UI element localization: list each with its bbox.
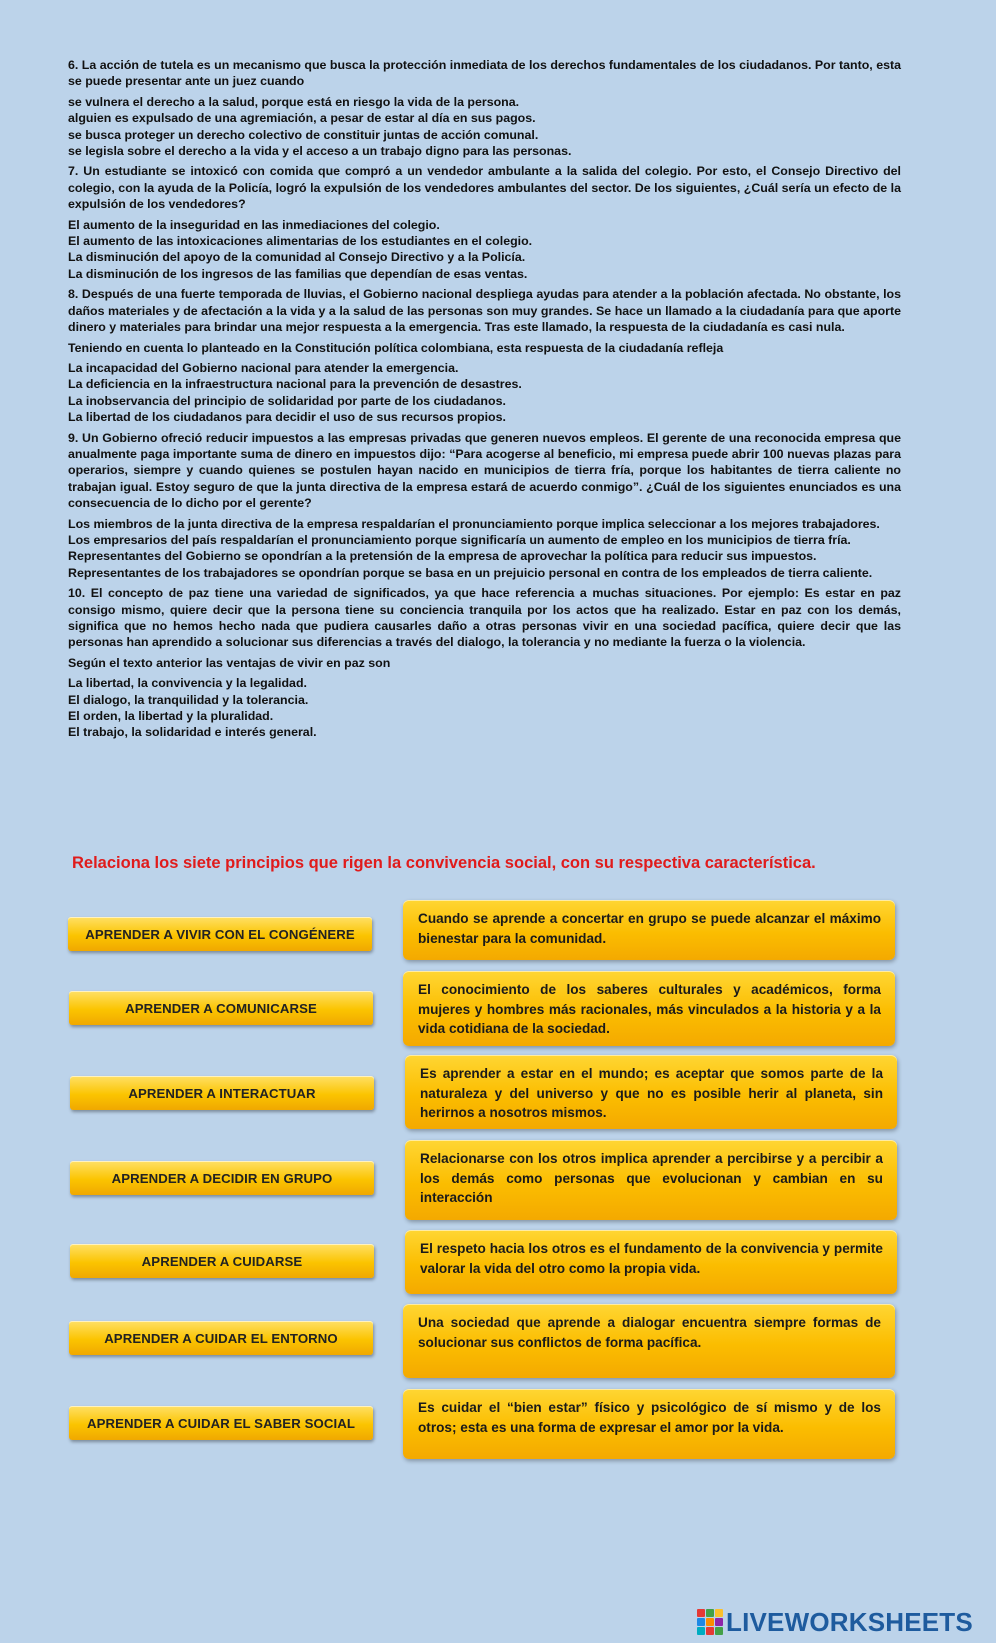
option-item[interactable]: Representantes del Gobierno se opondrían a la pretensión de la empresa de aprovechar la política para reducir sus impuestos. xyxy=(68,549,817,564)
option-item[interactable]: El aumento de la inseguridad en las inmediaciones del colegio. xyxy=(68,217,440,232)
question-7-options xyxy=(68,217,901,283)
question-7-text: 7. Un estudiante se intoxicó con comida que compró a un vendedor ambulante a la salida del colegio. Por esto, el Consejo Directivo del colegio, con la ayuda de la Policía, logró la expulsión de los vendedores ambulantes del sector. De los siguientes, ¿Cuál sería un efecto de la expulsión de los vendedores? xyxy=(68,164,901,212)
logo-text: LIVEWORKSHEETS xyxy=(726,1606,973,1637)
principle-tile[interactable]: APRENDER A COMUNICARSE xyxy=(69,991,373,1025)
characteristic-box[interactable]: Una sociedad que aprende a dialogar encuentra siempre formas de solucionar sus conflictos de forma pacífica. xyxy=(403,1304,895,1378)
principle-tile[interactable]: APRENDER A DECIDIR EN GRUPO xyxy=(70,1161,374,1195)
question-10-text: 10. El concepto de paz tiene una variedad de significados, ya que hace referencia a muchas situaciones. Por ejemplo: Es estar en paz consigo mismo, quiere decir que la persona tiene su conciencia tranquila por los actos que ha realizado. Estar en paz con los demás, significa que no hemos hecho nada que pudiera causarles daño a otras personas vivir en una sociedad pacífica, quiere decir que las personas han aprendido a solucionar sus diferencias a través del dialogo, la tolerancia y no mediante la fuerza o la violencia. xyxy=(68,586,901,650)
question-10-prompt: Según el texto anterior las ventajas de vivir en paz son xyxy=(68,655,391,670)
option-item[interactable]: La disminución del apoyo de la comunidad al Consejo Directivo y a la Policía. xyxy=(68,250,526,265)
characteristic-box[interactable]: Cuando se aprende a concertar en grupo se puede alcanzar el máximo bienestar para la comunidad. xyxy=(403,900,895,960)
matching-instruction: Relaciona los siete principios que rigen la convivencia social, con su respectiva característica. xyxy=(72,854,816,872)
option-item[interactable]: La libertad, la convivencia y la legalidad. xyxy=(68,676,307,691)
principle-tile[interactable]: APRENDER A CUIDAR EL SABER SOCIAL xyxy=(69,1406,373,1440)
characteristic-box[interactable]: Es aprender a estar en el mundo; es aceptar que somos parte de la naturaleza y del universo y que no es posible herir al planeta, sin herirnos a nosotros mismos. xyxy=(405,1055,897,1129)
page-right-edge xyxy=(996,0,1000,1643)
option-item[interactable]: La disminución de los ingresos de las familias que dependían de esas ventas. xyxy=(68,266,528,281)
option-item[interactable]: El aumento de las intoxicaciones alimentarias de los estudiantes en el colegio. xyxy=(68,234,533,249)
option-item[interactable]: se legisla sobre el derecho a la vida y el acceso a un trabajo digno para las personas. xyxy=(68,144,572,159)
principle-tile[interactable]: APRENDER A CUIDAR EL ENTORNO xyxy=(69,1321,373,1355)
characteristic-box[interactable]: El conocimiento de los saberes culturales y académicos, forma mujeres y hombres más racionales, más vinculados a la historia y a la vida cotidiana de la sociedad. xyxy=(403,971,895,1046)
question-10-options xyxy=(68,675,901,741)
principle-tile[interactable]: APRENDER A INTERACTUAR xyxy=(70,1076,374,1110)
liveworksheets-logo[interactable] xyxy=(697,1605,973,1639)
option-item[interactable]: La incapacidad del Gobierno nacional para atender la emergencia. xyxy=(68,360,459,375)
option-item[interactable]: Los miembros de la junta directiva de la empresa respaldarían el pronunciamiento porque implica seleccionar a los mejores trabajadores. xyxy=(68,516,880,531)
option-item[interactable]: alguien es expulsado de una agremiación, a pesar de estar al día en sus pagos. xyxy=(68,111,536,126)
characteristic-box[interactable]: El respeto hacia los otros es el fundamento de la convivencia y permite valorar la vida del otro como la propia vida. xyxy=(405,1230,897,1294)
option-item[interactable]: La inobservancia del principio de solidaridad por parte de los ciudadanos. xyxy=(68,393,506,408)
question-8-prompt: Teniendo en cuenta lo planteado en la Constitución política colombiana, esta respuesta de la ciudadanía refleja xyxy=(68,340,724,355)
option-item[interactable]: El dialogo, la tranquilidad y la tolerancia. xyxy=(68,692,309,707)
option-item[interactable]: La libertad de los ciudadanos para decidir el uso de sus recursos propios. xyxy=(68,410,506,425)
question-8-text: 8. Después de una fuerte temporada de lluvias, el Gobierno nacional despliega ayudas para atender a la población afectada. No obstante, los daños materiales y de afectación a la vida y a la salud de las personas son muy grandes. Se hace un llamado a la ciudadanía para que aporte dinero y materiales para brindar una mejor respuesta a la emergencia. Tras este llamado, la respuesta de la ciudadanía es casi nula. xyxy=(68,287,901,335)
option-item[interactable]: El orden, la libertad y la pluralidad. xyxy=(68,709,274,724)
option-item[interactable]: Representantes de los trabajadores se opondrían porque se basa en un prejuicio personal en contra de los empleados de tierra caliente. xyxy=(68,565,873,580)
questions-block xyxy=(68,57,901,745)
question-6-text: 6. La acción de tutela es un mecanismo que busca la protección inmediata de los derechos fundamentales de los ciudadanos. Por tanto, esta se puede presentar ante un juez cuando xyxy=(68,58,901,89)
liveworksheets-grid-icon xyxy=(697,1609,723,1635)
question-9-options xyxy=(68,516,901,582)
option-item[interactable]: La deficiencia en la infraestructura nacional para la prevención de desastres. xyxy=(68,377,522,392)
characteristic-box[interactable]: Es cuidar el “bien estar” físico y psicológico de sí mismo y de los otros; esta es una forma de expresar el amor por la vida. xyxy=(403,1389,895,1459)
option-item[interactable]: se vulnera el derecho a la salud, porque está en riesgo la vida de la persona. xyxy=(68,94,520,109)
question-8-options xyxy=(68,360,901,426)
option-item[interactable]: Los empresarios del país respaldarían el pronunciamiento porque significaría un aumento de empleo en los municipios de tierra fría. xyxy=(68,532,851,547)
principle-tile[interactable]: APRENDER A CUIDARSE xyxy=(70,1244,374,1278)
characteristic-box[interactable]: Relacionarse con los otros implica aprender a percibirse y a percibir a los demás como personas que evolucionan y cambian en su interacción xyxy=(405,1140,897,1220)
principle-tile[interactable]: APRENDER A VIVIR CON EL CONGÉNERE xyxy=(68,917,372,951)
question-6-options xyxy=(68,94,901,160)
question-9-text: 9. Un Gobierno ofreció reducir impuestos a las empresas privadas que generen nuevos empleos. El gerente de una reconocida empresa que anualmente paga importante suma de dinero en impuestos dijo: “Para acogerse al beneficio, mi empresa puede abrir 100 nuevas plazas para operarios, siempre y cuando quienes se postulen hayan nacido en municipios de tierra fría, porque los habitantes de tierra caliente no trabajan igual. Estoy seguro de que la junta directiva de la empresa estará de acuerdo conmigo”. ¿Cuál de los siguientes enunciados es una consecuencia de lo dicho por el gerente? xyxy=(68,430,901,511)
option-item[interactable]: se busca proteger un derecho colectivo de constituir juntas de acción comunal. xyxy=(68,127,539,142)
option-item[interactable]: El trabajo, la solidaridad e interés general. xyxy=(68,725,317,740)
